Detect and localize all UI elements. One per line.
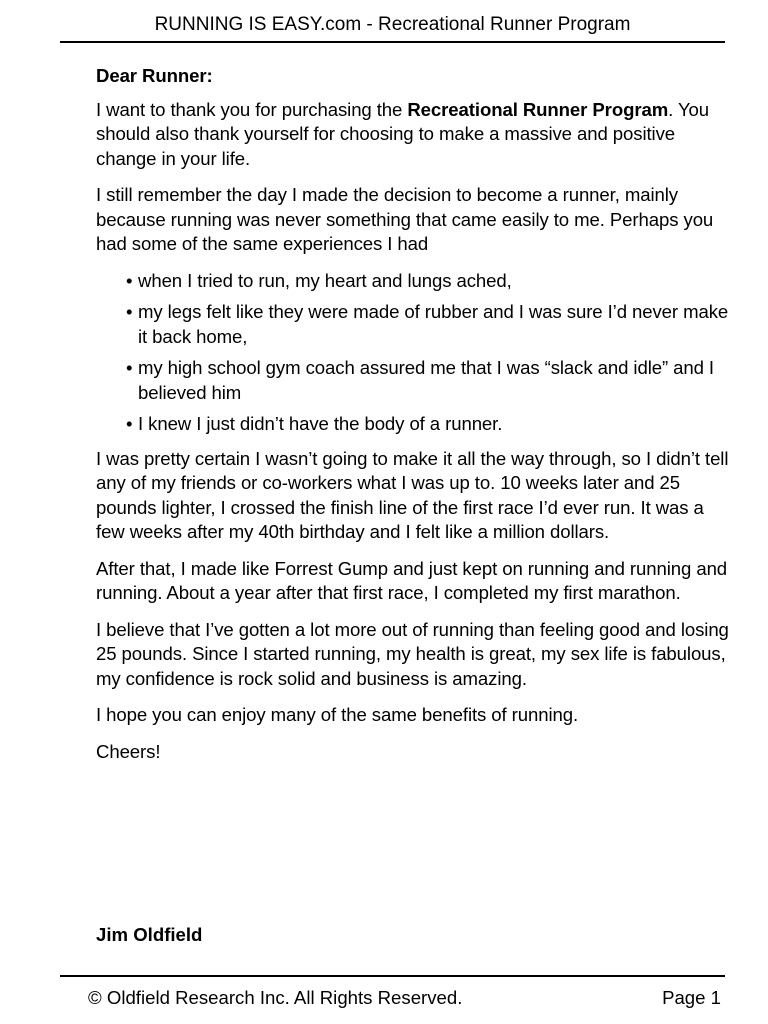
list-item <box>126 412 736 437</box>
closing: Cheers! <box>96 740 161 762</box>
list-item <box>126 269 736 294</box>
paragraph-benefits: I believe that I’ve gotten a lot more out of running than feeling good and losing 25 pounds. Since I started running, my health is great, my sex life is fabulous, my confidence is rock solid and business is amazing. <box>96 618 729 689</box>
bullet-icon: • <box>126 301 133 322</box>
list-item-text: my legs felt like they were made of rubber and I was sure I’d never make it back home, <box>138 301 729 347</box>
paragraph-intro-text-end: . You should also thank yourself for choosing to make a massive and positive change in your life. <box>96 98 710 169</box>
paragraph-decision: I still remember the day I made the decision to become a runner, mainly because running was never something that came easily to me. Perhaps you had some of the same experiences I had <box>96 184 714 254</box>
page-number: Page 1 <box>662 987 721 1008</box>
list-item-text: I knew I just didn’t have the body of a runner. <box>138 413 503 434</box>
paragraph-hope: I hope you can enjoy many of the same benefits of running. <box>96 704 579 725</box>
paragraph-marathon: After that, I made like Forrest Gump and just kept on running and running and running. About a year after that first race, I completed my first marathon. <box>96 557 728 603</box>
list-item-text: when I tried to run, my heart and lungs ached, <box>138 269 512 291</box>
paragraph-intro <box>96 98 736 172</box>
bullet-icon: • <box>126 357 133 378</box>
salutation: Dear Runner: <box>96 65 213 86</box>
list-item <box>126 356 736 405</box>
page-header-title: RUNNING IS EASY.com - Recreational Runner Program <box>154 14 631 35</box>
paragraph-intro-text: I want to thank you for purchasing the <box>96 98 408 120</box>
program-name: Recreational Runner Program <box>407 98 669 120</box>
paragraph-first-race: I was pretty certain I wasn’t going to make it all the way through, so I didn’t tell any of my friends or co-workers what I was up to. 10 weeks later and 25 pounds lighter, I crossed the finish line of the first race I’d ever run. It was a few weeks after my 40th birthday and I felt like a million dollars. <box>96 447 729 542</box>
bullet-icon: • <box>126 413 133 434</box>
list-item-text: my high school gym coach assured me that I was “slack and idle” and I believed him <box>138 357 714 403</box>
footer-copyright: © Oldfield Research Inc. All Rights Reserved. <box>88 987 463 1008</box>
letter-body <box>96 64 736 776</box>
header-divider <box>60 41 725 43</box>
signature-name: Jim Oldfield <box>96 924 203 945</box>
footer-divider <box>60 975 725 977</box>
list-item <box>126 300 736 349</box>
experience-list <box>96 269 736 437</box>
bullet-icon: • <box>126 269 133 291</box>
